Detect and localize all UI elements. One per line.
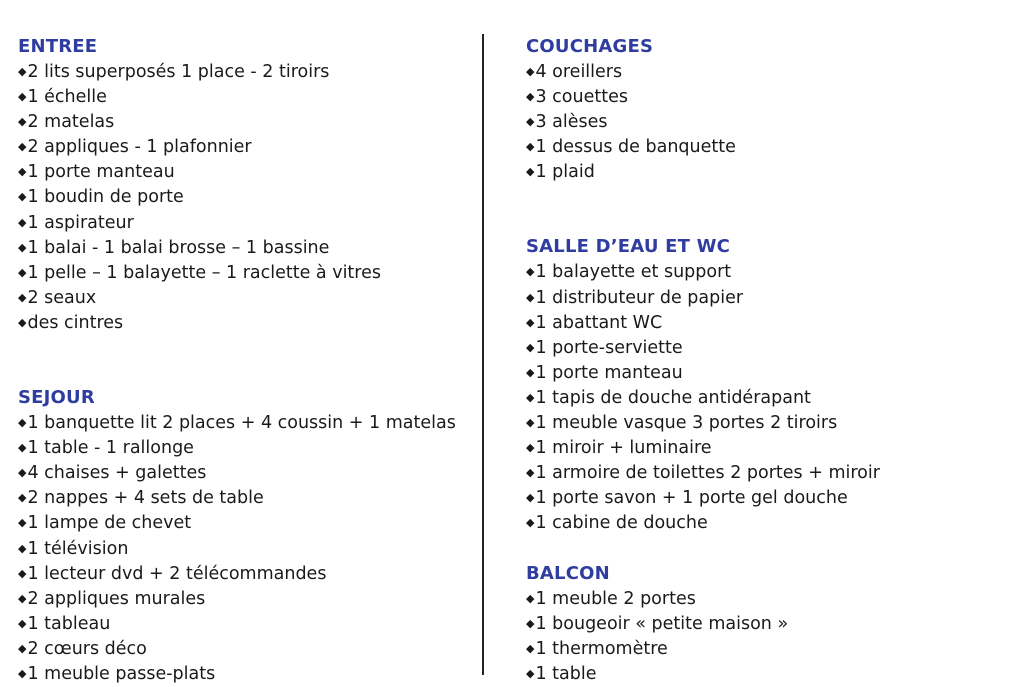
diamond-bullet-icon: ◆: [526, 591, 535, 605]
diamond-bullet-icon: ◆: [18, 190, 27, 204]
list-item: [18, 184, 478, 209]
item-label: 1 échelle: [27, 87, 107, 108]
item-label: 1 tapis de douche antidérapant: [535, 387, 811, 408]
list-item: [18, 59, 478, 84]
diamond-bullet-icon: ◆: [526, 416, 535, 430]
item-label: 1 meuble 2 portes: [535, 588, 696, 609]
item-label: 2 nappes + 4 sets de table: [27, 488, 264, 509]
diamond-bullet-icon: ◆: [18, 215, 27, 229]
section-entree: [18, 34, 478, 335]
list-item: [526, 84, 1006, 109]
section-sejour: [18, 385, 478, 686]
list-item: [18, 661, 478, 686]
section-salle-d-eau: [526, 234, 1006, 535]
item-label: 4 oreillers: [535, 62, 623, 82]
item-label: 1 abattant WC: [535, 312, 663, 333]
item-label: 1 table - 1 rallonge: [27, 438, 194, 459]
list-item: [18, 210, 478, 235]
diamond-bullet-icon: ◆: [526, 115, 535, 129]
item-label: 1 cabine de douche: [535, 513, 708, 534]
list-item: [526, 259, 1006, 284]
item-label: 2 lits superposés 1 place - 2 tiroirs: [27, 62, 330, 82]
diamond-bullet-icon: ◆: [18, 240, 27, 254]
item-label: 1 boudin de porte: [27, 187, 184, 208]
diamond-bullet-icon: ◆: [18, 641, 27, 655]
item-label: 2 appliques - 1 plafonnier: [27, 137, 252, 158]
list-item: [18, 636, 478, 661]
diamond-bullet-icon: ◆: [526, 441, 535, 455]
diamond-bullet-icon: ◆: [526, 616, 535, 630]
item-label: 3 alèses: [535, 112, 608, 133]
item-label: 4 chaises + galettes: [27, 463, 207, 484]
diamond-bullet-icon: ◆: [526, 641, 535, 655]
item-label: 1 meuble passe-plats: [27, 663, 216, 684]
diamond-bullet-icon: ◆: [526, 265, 535, 279]
diamond-bullet-icon: ◆: [526, 165, 535, 179]
diamond-bullet-icon: ◆: [18, 65, 27, 78]
list-item: [526, 460, 1006, 485]
item-label: 2 cœurs déco: [27, 638, 147, 659]
left-column: [18, 34, 478, 686]
item-label: 1 pelle – 1 balayette – 1 raclette à vitres: [27, 262, 381, 283]
diamond-bullet-icon: ◆: [18, 566, 27, 580]
diamond-bullet-icon: ◆: [18, 466, 27, 480]
list-item: [18, 435, 478, 460]
right-column: [526, 34, 1006, 686]
list-item: [18, 134, 478, 159]
item-label: 1 plaid: [535, 162, 595, 183]
list-item: [526, 310, 1006, 335]
section-spacer: [526, 184, 1006, 234]
list-item: [526, 360, 1006, 385]
column-divider: [482, 34, 484, 675]
list-item: [526, 59, 1006, 84]
list-item: [18, 536, 478, 561]
list-item: [18, 460, 478, 485]
diamond-bullet-icon: ◆: [526, 90, 535, 104]
diamond-bullet-icon: ◆: [526, 390, 535, 404]
item-label: des cintres: [27, 312, 124, 333]
item-label: 1 table: [535, 663, 597, 684]
diamond-bullet-icon: ◆: [526, 516, 535, 530]
list-item: [526, 485, 1006, 510]
item-label: 1 lecteur dvd + 2 télécommandes: [27, 563, 327, 584]
item-label: 2 appliques murales: [27, 588, 206, 609]
list-item: [526, 611, 1006, 636]
diamond-bullet-icon: ◆: [18, 165, 27, 179]
section-heading: ENTREE: [18, 36, 98, 57]
list-item: [18, 510, 478, 535]
list-item: [526, 335, 1006, 360]
list-item: [18, 561, 478, 586]
item-label: 2 matelas: [27, 112, 115, 133]
section-couchages: [526, 34, 1006, 184]
list-item: [18, 410, 478, 435]
list-item: [18, 109, 478, 134]
item-label: 1 balayette et support: [535, 262, 732, 283]
list-item: [18, 84, 478, 109]
diamond-bullet-icon: ◆: [526, 65, 535, 78]
item-label: 1 bougeoir « petite maison »: [535, 613, 789, 634]
item-label: 1 tableau: [27, 613, 111, 634]
list-item: [18, 586, 478, 611]
diamond-bullet-icon: ◆: [526, 140, 535, 154]
diamond-bullet-icon: ◆: [526, 365, 535, 379]
item-label: 3 couettes: [535, 87, 628, 108]
diamond-bullet-icon: ◆: [18, 666, 27, 680]
item-label: 1 armoire de toilettes 2 portes + miroir: [535, 463, 880, 484]
section-heading: COUCHAGES: [526, 36, 654, 57]
item-label: 1 porte-serviette: [535, 337, 683, 358]
item-label: 2 seaux: [27, 287, 97, 308]
diamond-bullet-icon: ◆: [18, 591, 27, 605]
section-heading: SALLE D’EAU ET WC: [526, 236, 731, 258]
list-item: [526, 134, 1006, 159]
item-label: 1 balai - 1 balai brosse – 1 bassine: [27, 237, 330, 258]
list-item: [526, 385, 1006, 410]
item-label: 1 porte savon + 1 porte gel douche: [535, 488, 848, 509]
diamond-bullet-icon: ◆: [18, 541, 27, 555]
diamond-bullet-icon: ◆: [18, 416, 27, 430]
diamond-bullet-icon: ◆: [18, 491, 27, 505]
list-item: [526, 636, 1006, 661]
diamond-bullet-icon: ◆: [526, 666, 535, 680]
list-item: [526, 410, 1006, 435]
list-item: [18, 159, 478, 184]
section-balcon: [526, 561, 1006, 686]
list-item: [526, 285, 1006, 310]
diamond-bullet-icon: ◆: [18, 290, 27, 304]
list-item: [526, 109, 1006, 134]
diamond-bullet-icon: ◆: [526, 466, 535, 480]
diamond-bullet-icon: ◆: [18, 616, 27, 630]
list-item: [526, 510, 1006, 535]
section-heading: SEJOUR: [18, 387, 95, 409]
list-item: [526, 159, 1006, 184]
diamond-bullet-icon: ◆: [18, 90, 27, 104]
list-item: [18, 611, 478, 636]
item-label: 1 lampe de chevet: [27, 513, 192, 534]
diamond-bullet-icon: ◆: [18, 441, 27, 455]
item-label: 1 porte manteau: [27, 162, 175, 183]
diamond-bullet-icon: ◆: [18, 265, 27, 279]
diamond-bullet-icon: ◆: [526, 491, 535, 505]
diamond-bullet-icon: ◆: [18, 140, 27, 154]
diamond-bullet-icon: ◆: [526, 340, 535, 354]
list-item: [18, 485, 478, 510]
list-item: [18, 285, 478, 310]
diamond-bullet-icon: ◆: [18, 315, 27, 329]
item-label: 1 porte manteau: [535, 362, 683, 383]
list-item: [18, 260, 478, 285]
item-label: 1 distributeur de papier: [535, 287, 744, 308]
item-label: 1 miroir + luminaire: [535, 438, 712, 459]
section-spacer: [526, 536, 1006, 561]
list-item: [526, 435, 1006, 460]
section-heading: BALCON: [526, 562, 610, 584]
item-label: 1 banquette lit 2 places + 4 coussin + 1 matelas: [27, 413, 456, 434]
list-item: [526, 661, 1006, 686]
item-label: 1 thermomètre: [535, 638, 668, 659]
diamond-bullet-icon: ◆: [526, 290, 535, 304]
item-label: 1 dessus de banquette: [535, 137, 736, 158]
item-label: 1 meuble vasque 3 portes 2 tiroirs: [535, 413, 838, 434]
diamond-bullet-icon: ◆: [18, 115, 27, 129]
diamond-bullet-icon: ◆: [18, 516, 27, 530]
item-label: 1 télévision: [27, 538, 129, 559]
list-item: [526, 586, 1006, 611]
section-spacer: [18, 335, 478, 385]
list-item: [18, 310, 478, 335]
diamond-bullet-icon: ◆: [526, 315, 535, 329]
list-item: [18, 235, 478, 260]
item-label: 1 aspirateur: [27, 212, 134, 233]
